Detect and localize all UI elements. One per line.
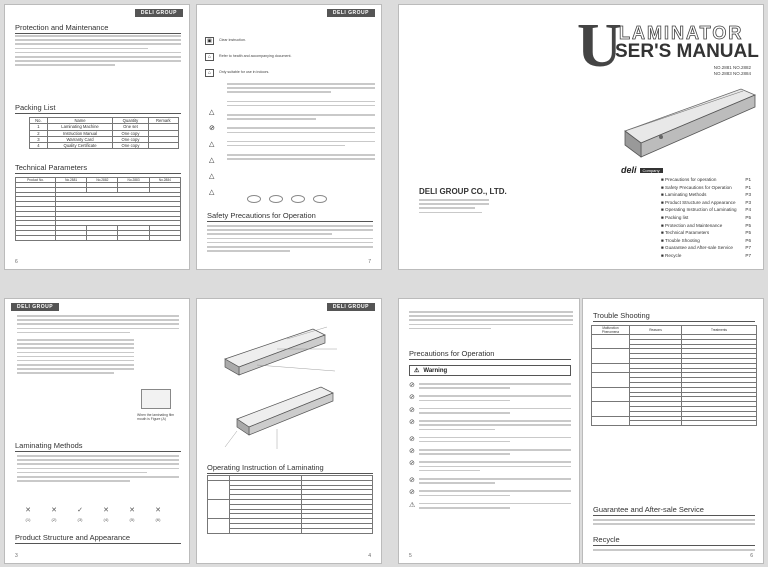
- cell: One copy: [113, 130, 148, 136]
- models-2: NO.2883 NO.2884: [713, 71, 751, 76]
- section-title: Protection and Maintenance: [15, 23, 181, 34]
- page-trouble: [582, 298, 764, 564]
- guarantee-title: Guarantee and After-sale Service: [593, 505, 755, 516]
- fig-label: (6): [155, 517, 161, 522]
- figure-row: ✕ ✕ ✓ ✕ ✕ ✕: [25, 507, 161, 514]
- logo-sub: Company: [640, 168, 663, 173]
- guarantee-text: [593, 519, 755, 527]
- cell: [148, 143, 178, 149]
- cell: No.2881: [56, 178, 87, 183]
- cell: Laminating Machine: [47, 124, 113, 130]
- toc-label: ■ Trouble Shooting: [661, 237, 700, 243]
- fig-label: (1): [25, 517, 31, 522]
- toc-page: P3: [745, 192, 751, 198]
- col-no: No.: [30, 118, 48, 124]
- page-number: 4: [368, 553, 371, 559]
- page-protection: [4, 4, 190, 270]
- title-main: SER'S MANUAL: [615, 41, 759, 62]
- cell: No.2884: [149, 178, 180, 183]
- body-text: [15, 35, 181, 69]
- symbol-row: [205, 51, 373, 62]
- cell: Malfunction Phenomena: [592, 326, 630, 335]
- structure-title: Product Structure and Appearance: [15, 533, 181, 544]
- cell: No.2883: [118, 178, 149, 183]
- toc-item: [661, 253, 751, 258]
- tech-table: [15, 177, 181, 241]
- toc-item: [661, 185, 751, 190]
- page-number: 6: [15, 259, 18, 265]
- warning-list: ⊘ ⊘ ⊘ ⊘ ⊘ ⊘ ⊘ ⊘ ⊘ ⚠: [409, 383, 571, 515]
- toc-label: ■ Precautions for operation: [661, 177, 717, 182]
- product-diagram: [217, 319, 367, 459]
- toc-label: ■ Protection and Maintenance: [661, 222, 723, 228]
- header-brand: DELI GROUP: [327, 9, 375, 17]
- toc-item: [661, 207, 751, 212]
- figure-caption: When the laminating film mouth is Figure (A): [137, 413, 175, 422]
- toc-page: P1: [745, 184, 751, 190]
- toc-page: P6: [745, 237, 751, 243]
- figure-labels: [15, 517, 185, 522]
- cell: Product No.: [16, 178, 56, 183]
- page-cover: [398, 4, 764, 270]
- packing-title: Packing List: [15, 103, 181, 114]
- toc-page: P5: [745, 222, 751, 228]
- toc-item: [661, 245, 751, 250]
- house-icon: ⌂: [205, 69, 214, 77]
- cell: 1: [30, 124, 48, 130]
- toc-label: ■ Safety Precautions for Operation: [661, 184, 732, 190]
- warning-header: [409, 365, 571, 376]
- safety-title: Safety Precautions for Operation: [207, 211, 373, 222]
- toc-page: P7: [745, 253, 751, 258]
- cell: One copy: [113, 136, 148, 142]
- cell: Treatments: [682, 326, 757, 335]
- page-number: 5: [409, 553, 412, 559]
- page-precautions: [398, 298, 580, 564]
- cell: Reasons: [630, 326, 682, 335]
- op-title: Operating Instruction of Laminating: [207, 463, 373, 474]
- warning-icon: ⚠: [414, 368, 420, 374]
- ts-title: Trouble Shooting: [593, 311, 755, 322]
- toc-item: [661, 230, 751, 235]
- toc-page: P5: [745, 215, 751, 220]
- methods-text: [17, 455, 179, 484]
- title-top: LAMINATOR: [619, 23, 744, 43]
- intro-text: [409, 311, 573, 332]
- toc-page: P4: [745, 207, 751, 213]
- precautions-title: Precautions for Operation: [409, 349, 571, 360]
- swatch-row: [247, 195, 327, 203]
- laminator-image: [621, 81, 757, 161]
- page-number: 6: [750, 553, 753, 559]
- symbol-text: Refer to health and accompanying document.: [219, 53, 292, 58]
- toc-item: [661, 192, 751, 197]
- toc-item: [661, 215, 751, 220]
- symbol-text: Only suitable for use in indoors.: [219, 69, 270, 74]
- logo-text: deli: [621, 165, 637, 175]
- symbol-descriptions: [227, 83, 375, 162]
- toc-item: [661, 200, 751, 205]
- cell: Warranty Card: [47, 136, 113, 142]
- warning-icons: △ ⊘ △ △ △ △: [209, 109, 215, 196]
- fig-label: (4): [103, 517, 109, 522]
- tech-title: Technical Parameters: [15, 163, 181, 174]
- fig-label: (5): [129, 517, 135, 522]
- cell: One set: [113, 124, 148, 130]
- safety-text: [207, 225, 373, 254]
- col-qty: Quantity: [113, 118, 148, 124]
- ts-table: [591, 325, 757, 426]
- page-safety: [196, 4, 382, 270]
- toc-item: [661, 238, 751, 243]
- recycle-text: [593, 549, 755, 553]
- toc-page: P5: [745, 230, 751, 236]
- company-name: DELI GROUP CO., LTD.: [419, 187, 507, 196]
- header-brand: DELI GROUP: [11, 303, 59, 311]
- methods-title: Laminating Methods: [15, 441, 181, 452]
- company-address: [419, 199, 489, 216]
- toc-item: [661, 177, 751, 182]
- toc-item: [661, 223, 751, 228]
- cell: One copy: [113, 143, 148, 149]
- page-number: 3: [15, 553, 18, 559]
- title-big-letter: U: [577, 12, 622, 80]
- page-methods: [4, 298, 190, 564]
- toc-label: ■ Product Structure and Appearance: [661, 199, 736, 205]
- col-name: Name: [47, 118, 113, 124]
- col-remark: Remark: [148, 118, 178, 124]
- deli-logo: [621, 165, 663, 175]
- cell: Quality Certificate: [47, 143, 113, 149]
- cell: 4: [30, 143, 48, 149]
- toc-label: ■ Packing list: [661, 215, 689, 220]
- cell: 3: [30, 136, 48, 142]
- toc-label: ■ Recycle: [661, 253, 682, 258]
- packing-table: [29, 117, 179, 149]
- page-operating: [196, 298, 382, 564]
- op-table: [207, 475, 373, 534]
- toc-page: P3: [745, 199, 751, 205]
- toc-label: ■ Technical Parameters: [661, 230, 710, 236]
- cell: No.2882: [87, 178, 118, 183]
- toc-page: P1: [745, 177, 751, 182]
- info-icon: ▣: [205, 37, 214, 45]
- book-icon: ⌂: [205, 53, 214, 61]
- cell: 2: [30, 130, 48, 136]
- page-number: 7: [368, 259, 371, 265]
- toc-label: ■ Laminating Methods: [661, 192, 707, 198]
- header-brand: DELI GROUP: [327, 303, 375, 311]
- symbol-row: [205, 35, 373, 46]
- body-text: [17, 315, 179, 377]
- warning-label: Warning: [423, 367, 448, 374]
- header-brand: DELI GROUP: [135, 9, 183, 17]
- toc-label: ■ Guarantee and After-sale Service: [661, 245, 733, 251]
- fig-label: (3): [77, 517, 83, 522]
- toc-label: ■ Operating Instruction of Laminating: [661, 207, 737, 213]
- cell: Instruction Manual: [47, 130, 113, 136]
- toc-page: P7: [745, 245, 751, 251]
- models-1: NO.2881 NO.2882: [713, 65, 751, 70]
- symbol-row: [205, 67, 373, 78]
- recycle-title: Recycle: [593, 535, 755, 546]
- symbol-text: Clear instruction.: [219, 37, 246, 42]
- figure-a: [141, 389, 171, 409]
- fig-label: (2): [51, 517, 57, 522]
